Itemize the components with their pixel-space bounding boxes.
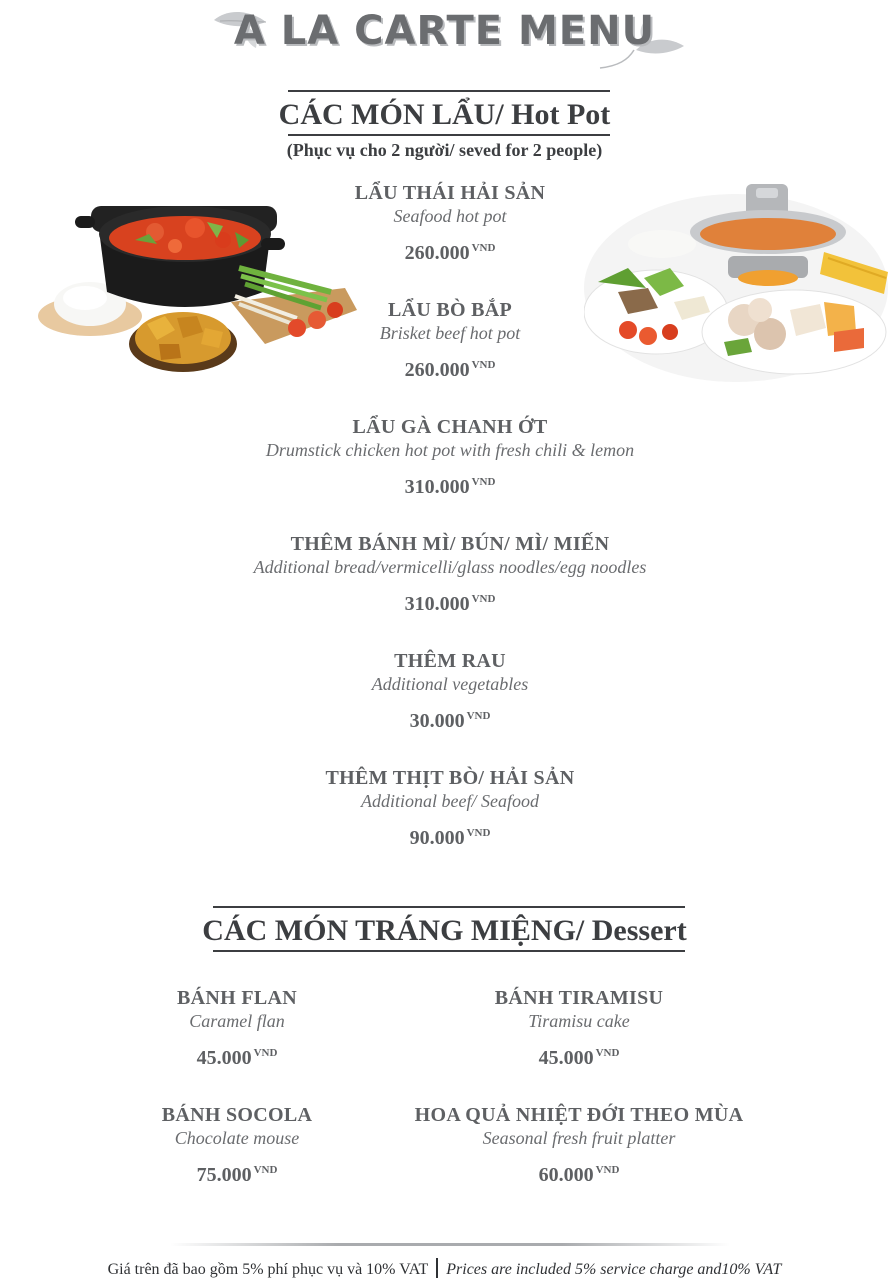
menu-item: [180, 532, 720, 616]
menu-item: [280, 181, 620, 265]
currency-label: VND: [471, 242, 496, 254]
menu-item: [389, 1103, 769, 1187]
item-name: LẨU GÀ CHANH ỚT: [352, 416, 548, 438]
item-name: THÊM RAU: [394, 650, 506, 672]
mongolian-hotpot-illustration: [584, 182, 889, 382]
menu-item: [280, 766, 620, 850]
item-description: Additional vegetables: [371, 674, 529, 694]
hotpot-section-title: CÁC MÓN LẨU/ Hot Pot: [278, 98, 611, 131]
item-name: THÊM BÁNH MÌ/ BÚN/ MÌ/ MIẾN: [290, 533, 610, 555]
item-description: Brisket beef hot pot: [379, 323, 521, 343]
dessert-title-bottom-rule: [213, 950, 685, 952]
item-description: Drumstick chicken hot pot with fresh chili & lemon: [265, 440, 635, 460]
dessert-title-top-rule: [213, 906, 685, 908]
currency-label: VND: [595, 1047, 620, 1059]
currency-label: VND: [595, 1164, 620, 1176]
item-price: 45.000 $^{VND}$: [196, 1047, 278, 1069]
menu-header: [0, 0, 889, 70]
currency-label: VND: [471, 593, 496, 605]
menu-item: [107, 1103, 367, 1187]
currency-label: VND: [253, 1047, 278, 1059]
item-price: 260.000 $^{VND}$: [404, 359, 496, 381]
item-price: 310.000 $^{VND}$: [404, 476, 496, 498]
item-description: Chocolate mouse: [174, 1128, 300, 1148]
item-price: 45.000 $^{VND}$: [538, 1047, 620, 1069]
item-description: Additional bread/vermicelli/glass noodles/egg noodles: [253, 557, 647, 577]
footer-note-vi: Giá trên đã bao gồm 5% phí phục vụ và 10% VAT: [107, 1261, 429, 1278]
currency-label: VND: [471, 359, 496, 371]
item-price: 310.000 $^{VND}$: [404, 593, 496, 615]
item-name: LẨU BÒ BẮP: [387, 299, 513, 321]
item-name: BÁNH TIRAMISU: [494, 987, 664, 1009]
item-description: Seasonal fresh fruit platter: [482, 1128, 676, 1148]
item-name: LẨU THÁI HẢI SẢN: [354, 182, 546, 204]
currency-label: VND: [471, 476, 496, 488]
menu-item: [180, 415, 720, 499]
item-name: HOA QUẢ NHIỆT ĐỚI THEO MÙA: [414, 1104, 744, 1126]
footer-divider: [170, 1243, 730, 1246]
footer-note: [0, 1258, 889, 1279]
item-name: THÊM THỊT BÒ/ HẢI SẢN: [325, 767, 575, 789]
menu-item: [280, 649, 620, 733]
item-price: 90.000 $^{VND}$: [409, 827, 491, 849]
currency-label: VND: [466, 827, 491, 839]
hotpot-subtitle: (Phục vụ cho 2 người/ seved for 2 people): [286, 140, 603, 160]
menu-item: [429, 986, 729, 1070]
item-description: Seafood hot pot: [393, 206, 507, 226]
footer-note-en: Prices are included 5% service charge and10% VAT: [446, 1261, 782, 1278]
item-price: 60.000 $^{VND}$: [538, 1164, 620, 1186]
menu-title: A LA CARTE MENU: [233, 8, 656, 54]
currency-label: VND: [466, 710, 491, 722]
footer-separator: [436, 1258, 438, 1278]
item-description: Tiramisu cake: [528, 1011, 630, 1031]
item-description: Additional beef/ Seafood: [361, 791, 539, 811]
menu-item: [107, 986, 367, 1070]
item-price: 30.000 $^{VND}$: [409, 710, 491, 732]
item-name: BÁNH FLAN: [177, 987, 297, 1009]
item-price: 260.000 $^{VND}$: [404, 242, 496, 264]
item-description: Caramel flan: [189, 1011, 285, 1031]
dessert-section-title: CÁC MÓN TRÁNG MIỆNG/ Dessert: [202, 914, 687, 947]
menu-item: [280, 298, 620, 382]
currency-label: VND: [253, 1164, 278, 1176]
hotpot-title-bottom-rule: [288, 134, 610, 136]
item-name: BÁNH SOCOLA: [161, 1104, 313, 1126]
item-price: 75.000 $^{VND}$: [196, 1164, 278, 1186]
hotpot-title-top-rule: [288, 90, 610, 92]
